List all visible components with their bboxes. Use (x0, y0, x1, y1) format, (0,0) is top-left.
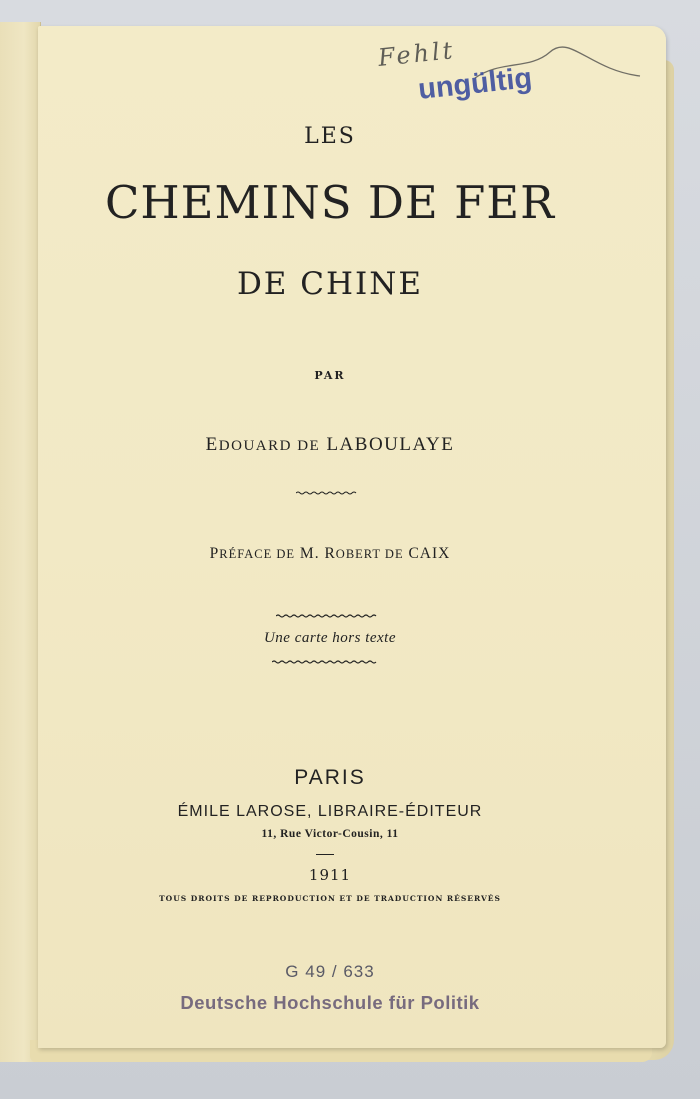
handwritten-note: Fehlt (376, 36, 457, 72)
author-last: LABOULAYE (326, 434, 455, 455)
imprint-address: 11, Rue Victor-Cousin, 11 (261, 828, 399, 840)
preface-word: RÉFACE DE (219, 547, 296, 561)
imprint-rights: TOUS DROITS DE REPRODUCTION ET DE TRADUCTION RÉSERVÉS (159, 894, 501, 903)
book-title: CHEMINS DE FER (104, 176, 556, 229)
author-line (0, 434, 660, 456)
ornament-rule-2 (276, 614, 380, 618)
invalid-stamp: ungültig (416, 62, 534, 106)
author-first-initial: E (205, 434, 219, 455)
author-first-rest: DOUARD DE (218, 438, 321, 454)
shelfmark: G 49 / 633 (285, 962, 375, 981)
preface-last: CAIX (408, 545, 451, 562)
map-note: Une carte hors texte (263, 630, 397, 646)
imprint-year: 1911 (308, 866, 352, 884)
ornament-rule-3 (272, 660, 378, 664)
preface-m: M. R (299, 545, 336, 562)
preface-name: OBERT DE (335, 547, 404, 561)
pre-title: LES (304, 124, 356, 149)
by-label: PAR (314, 369, 346, 382)
preface-line (0, 545, 660, 563)
imprint-publisher: ÉMILE LAROSE, LIBRAIRE-ÉDITEUR (177, 803, 483, 820)
library-stamp: Deutsche Hochschule für Politik (180, 992, 480, 1013)
ornament-rule-1 (296, 491, 358, 495)
preface-initial: P (209, 545, 220, 562)
imprint-dash (316, 854, 334, 855)
book-subtitle: DE CHINE (236, 266, 424, 302)
imprint-city: PARIS (294, 766, 366, 789)
